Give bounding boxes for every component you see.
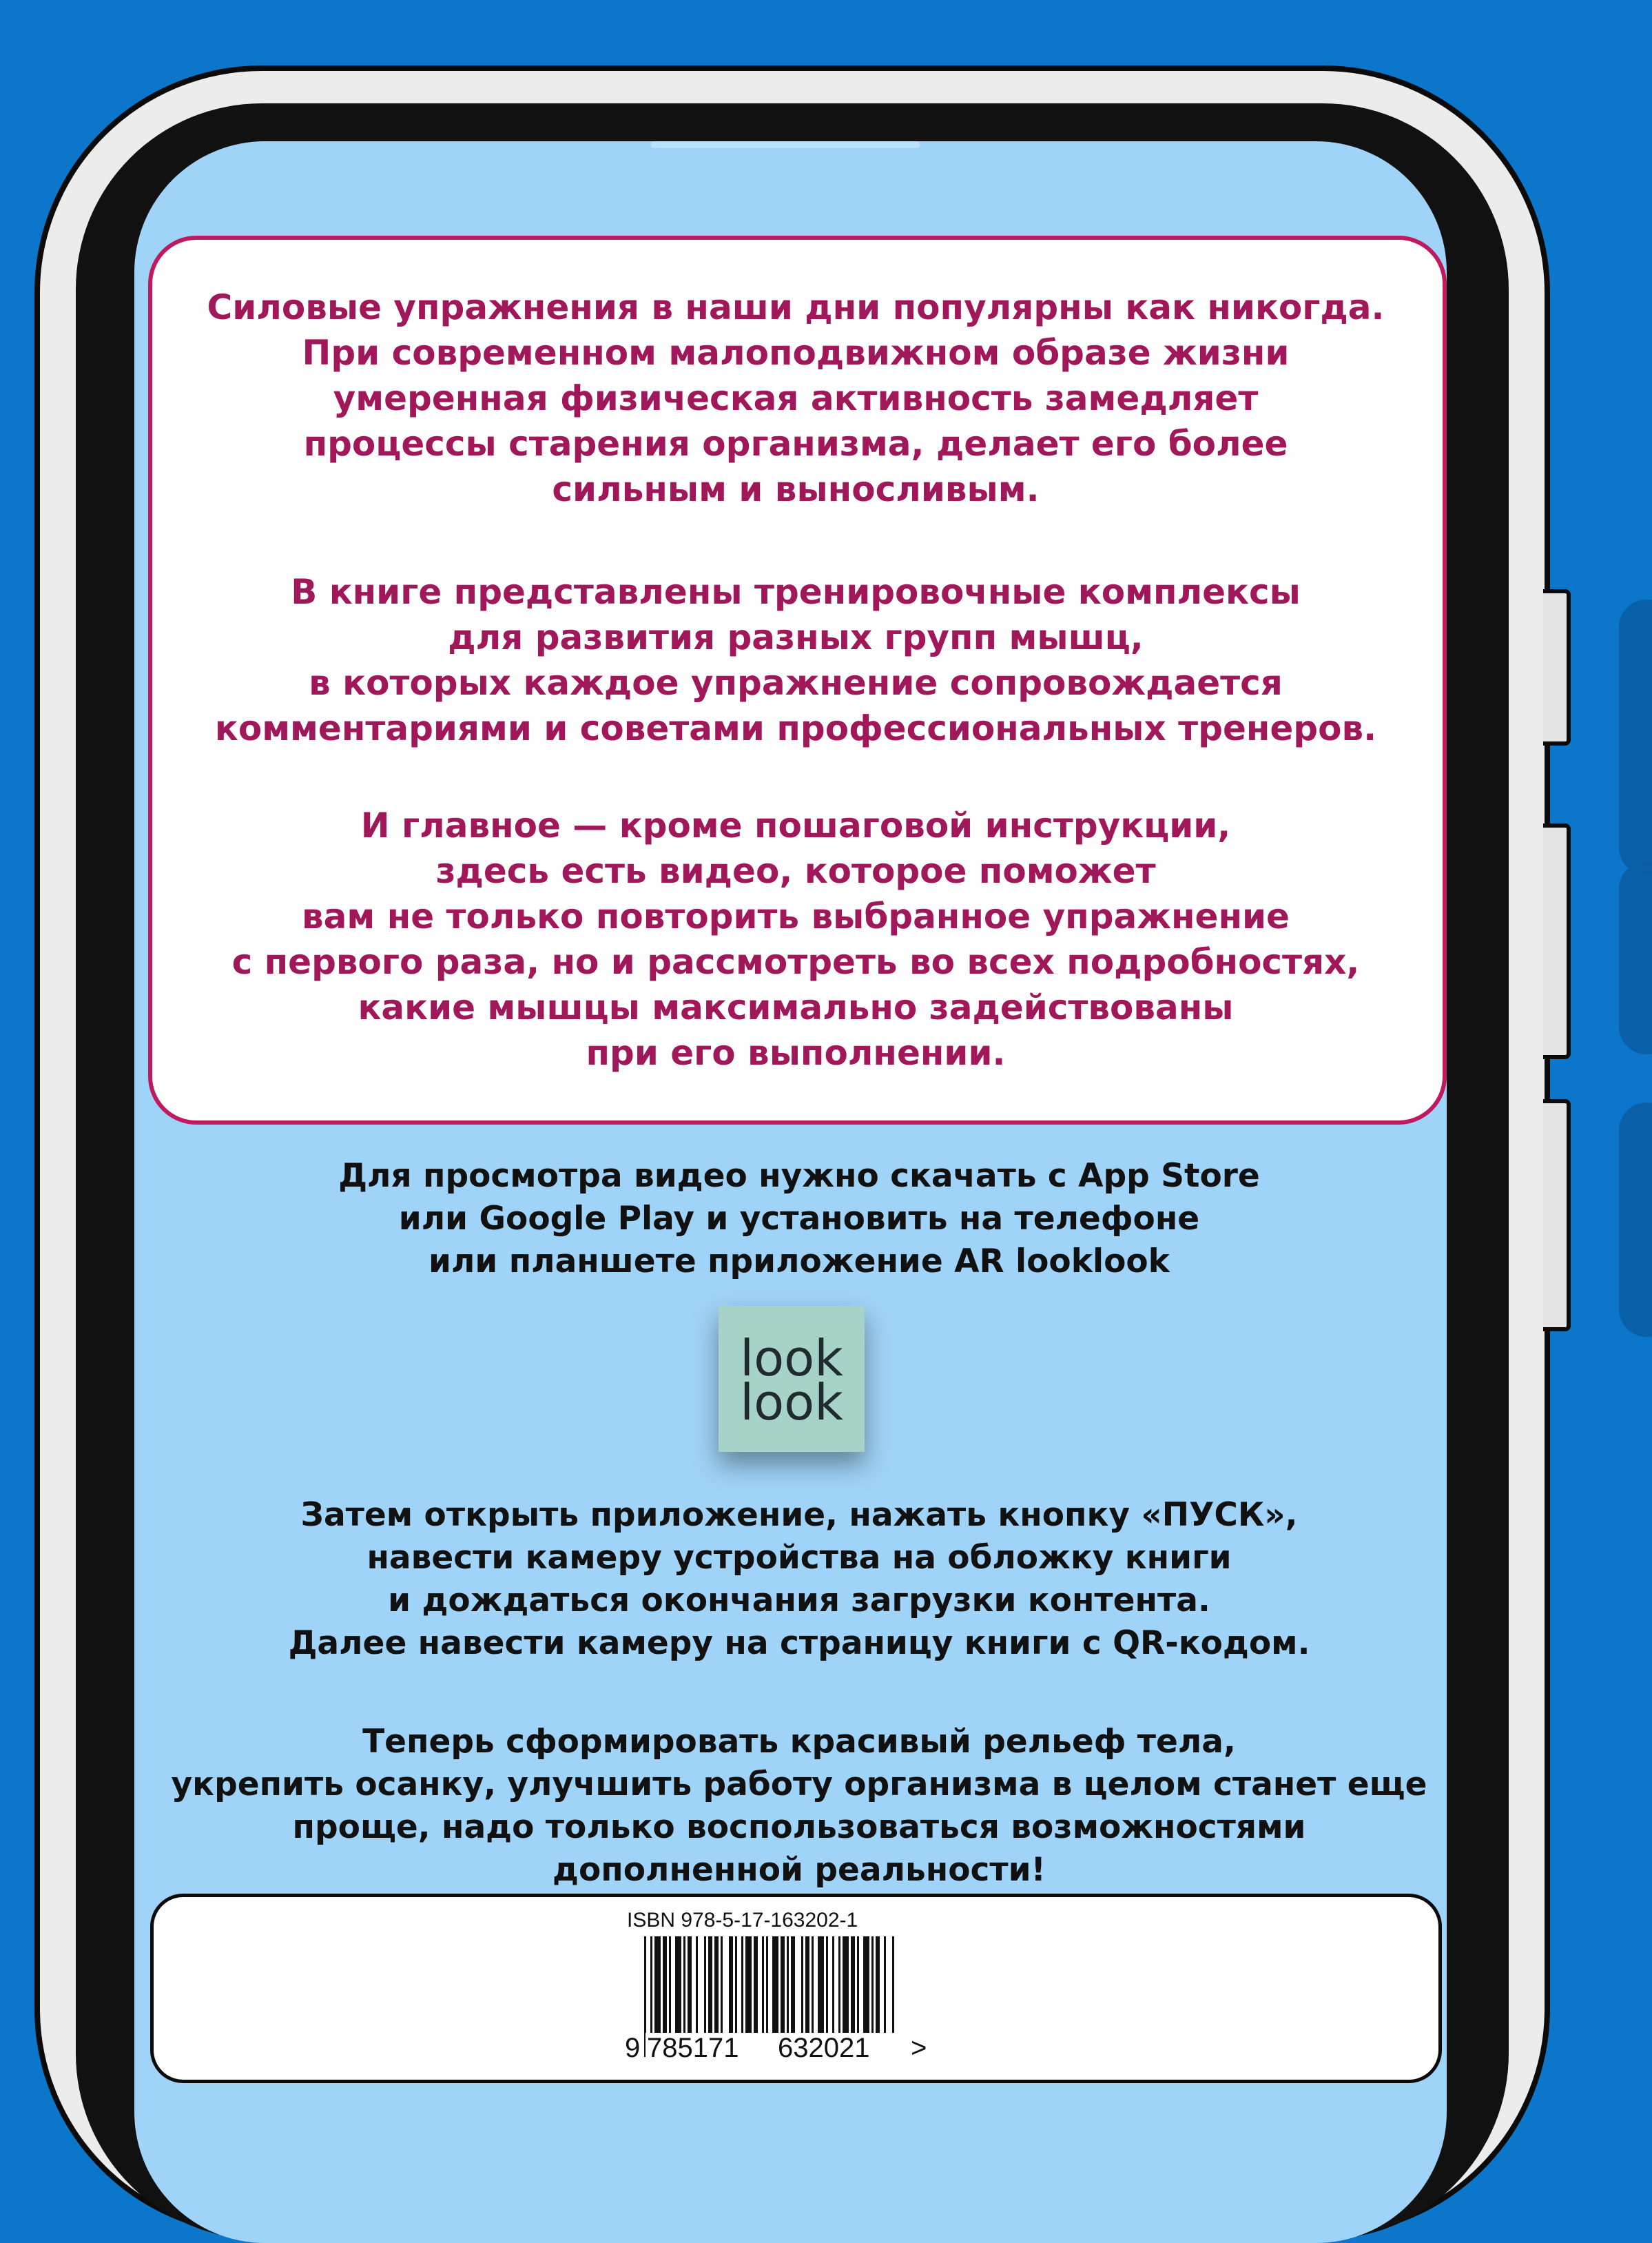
finger-shadow [1619,1103,1652,1337]
text-line: для развития разных групп мышц, [448,617,1144,657]
barcode-bar [683,1936,685,2033]
barcode-bar [663,1936,667,2033]
download-instructions [152,1155,1447,1283]
text-line: навести камеру устройства на обложку книги [366,1539,1232,1577]
description-paragraph-3 [172,803,1419,1076]
barcode-bar [735,1936,737,2033]
barcode-bar [772,1936,778,2033]
barcode-right-digits: 632021 [778,2033,870,2063]
finger-shadow [1619,861,1652,1054]
looklook-app-logo [719,1306,865,1452]
barcode-bar [650,1936,652,2033]
barcode-bar [754,1936,758,2033]
volume-up-button[interactable] [1543,589,1571,746]
barcode-bar [857,1936,859,2033]
text-line: При современном малоподвижном образе жизни [302,333,1290,373]
text-line: Для просмотра видео нужно скачать с App Store [338,1157,1260,1195]
text-line: И главное — кроме пошаговой инструкции, [360,806,1231,846]
logo-word: look [740,1373,843,1431]
description-paragraph-2 [172,569,1419,751]
description-paragraph-1 [172,285,1419,512]
barcode-bar [762,1936,764,2033]
text-line: комментариями и советами профессиональных тренеров. [214,708,1377,748]
barcode-bar [871,1936,874,2033]
barcode-bar [826,1936,828,2033]
text-line: процессы старения организма, делает его более [303,424,1288,464]
barcode-bar [791,1936,795,2033]
barcode-bar [729,1936,733,2033]
barcode-bar [654,1936,661,2033]
text-line: какие мышцы максимально задействованы [358,987,1234,1027]
barcode-bar [892,1936,894,2033]
barcode-bar [669,1936,671,2033]
text-line: умеренная физическая активность замедляет [333,378,1259,418]
text-line: сильным и выносливым. [552,469,1040,509]
phone-speaker [651,141,920,148]
text-line: здесь есть видео, которое поможет [435,851,1156,891]
barcode-bar [741,1936,743,2033]
barcode-bar [704,1936,706,2033]
text-line: укрепить осанку, улучшить работу организма в целом станет еще [171,1765,1427,1803]
barcode-bar [805,1936,809,2033]
barcode-bar [843,1936,849,2033]
barcode-end-mark: > [911,2033,927,2063]
barcode-bar [851,1936,855,2033]
text-line: Далее навести камеру на страницу книги с QR-кодом. [288,1624,1310,1662]
barcode-bar [812,1936,814,2033]
barcode-left-digits: 785171 [647,2033,739,2063]
text-line: проще, надо только воспользоваться возможностями [292,1808,1306,1846]
text-line: дополненной реальности! [553,1851,1046,1889]
usage-steps [152,1494,1447,1665]
logo-word: look [740,1329,843,1387]
finger-shadow [1619,600,1652,875]
text-line: Силовые упражнения в наши дни популярны как никогда. [207,287,1385,327]
text-line: вам не только повторить выбранное упражнение [302,897,1290,936]
text-line: при его выполнении. [586,1033,1006,1073]
barcode-lead-digit: 9 [625,2033,641,2063]
volume-down-button[interactable] [1543,823,1571,1059]
barcode-bar [838,1936,840,2033]
barcode-bar [696,1936,698,2033]
barcode-bar [801,1936,803,2033]
barcode-bar [721,1936,723,2033]
barcode-bar [766,1936,768,2033]
barcode-bar [787,1936,789,2033]
text-line: Затем открыть приложение, нажать кнопку «ПУСК», [300,1496,1298,1534]
barcode-bar [781,1936,785,2033]
barcode-bar [876,1936,880,2033]
text-line: и дождаться окончания загрузки контента. [388,1581,1210,1619]
barcode-bar [818,1936,824,2033]
barcode-bar [688,1936,692,2033]
barcode-bar [675,1936,681,2033]
text-line: В книге представлены тренировочные комплексы [291,572,1301,612]
barcode-bar [884,1936,886,2033]
barcode-digits [623,2033,968,2064]
barcode-bar [714,1936,719,2033]
text-line: или Google Play и установить на телефоне [398,1200,1200,1238]
text-line: Теперь сформировать красивый рельеф тела, [362,1723,1236,1761]
text-line: с первого раза, но и рассмотреть во всех подробностях, [231,942,1360,982]
barcode-bar [708,1936,712,2033]
text-line: или планшете приложение AR looklook [429,1242,1170,1280]
barcode-bar [745,1936,752,2033]
barcode-bar [863,1936,869,2033]
power-button[interactable] [1543,1099,1571,1331]
isbn-label: ISBN 978-5-17-163202-1 [627,1909,858,1932]
text-line: в которых каждое упражнение сопровождается [309,663,1283,703]
closing-text [152,1721,1447,1892]
